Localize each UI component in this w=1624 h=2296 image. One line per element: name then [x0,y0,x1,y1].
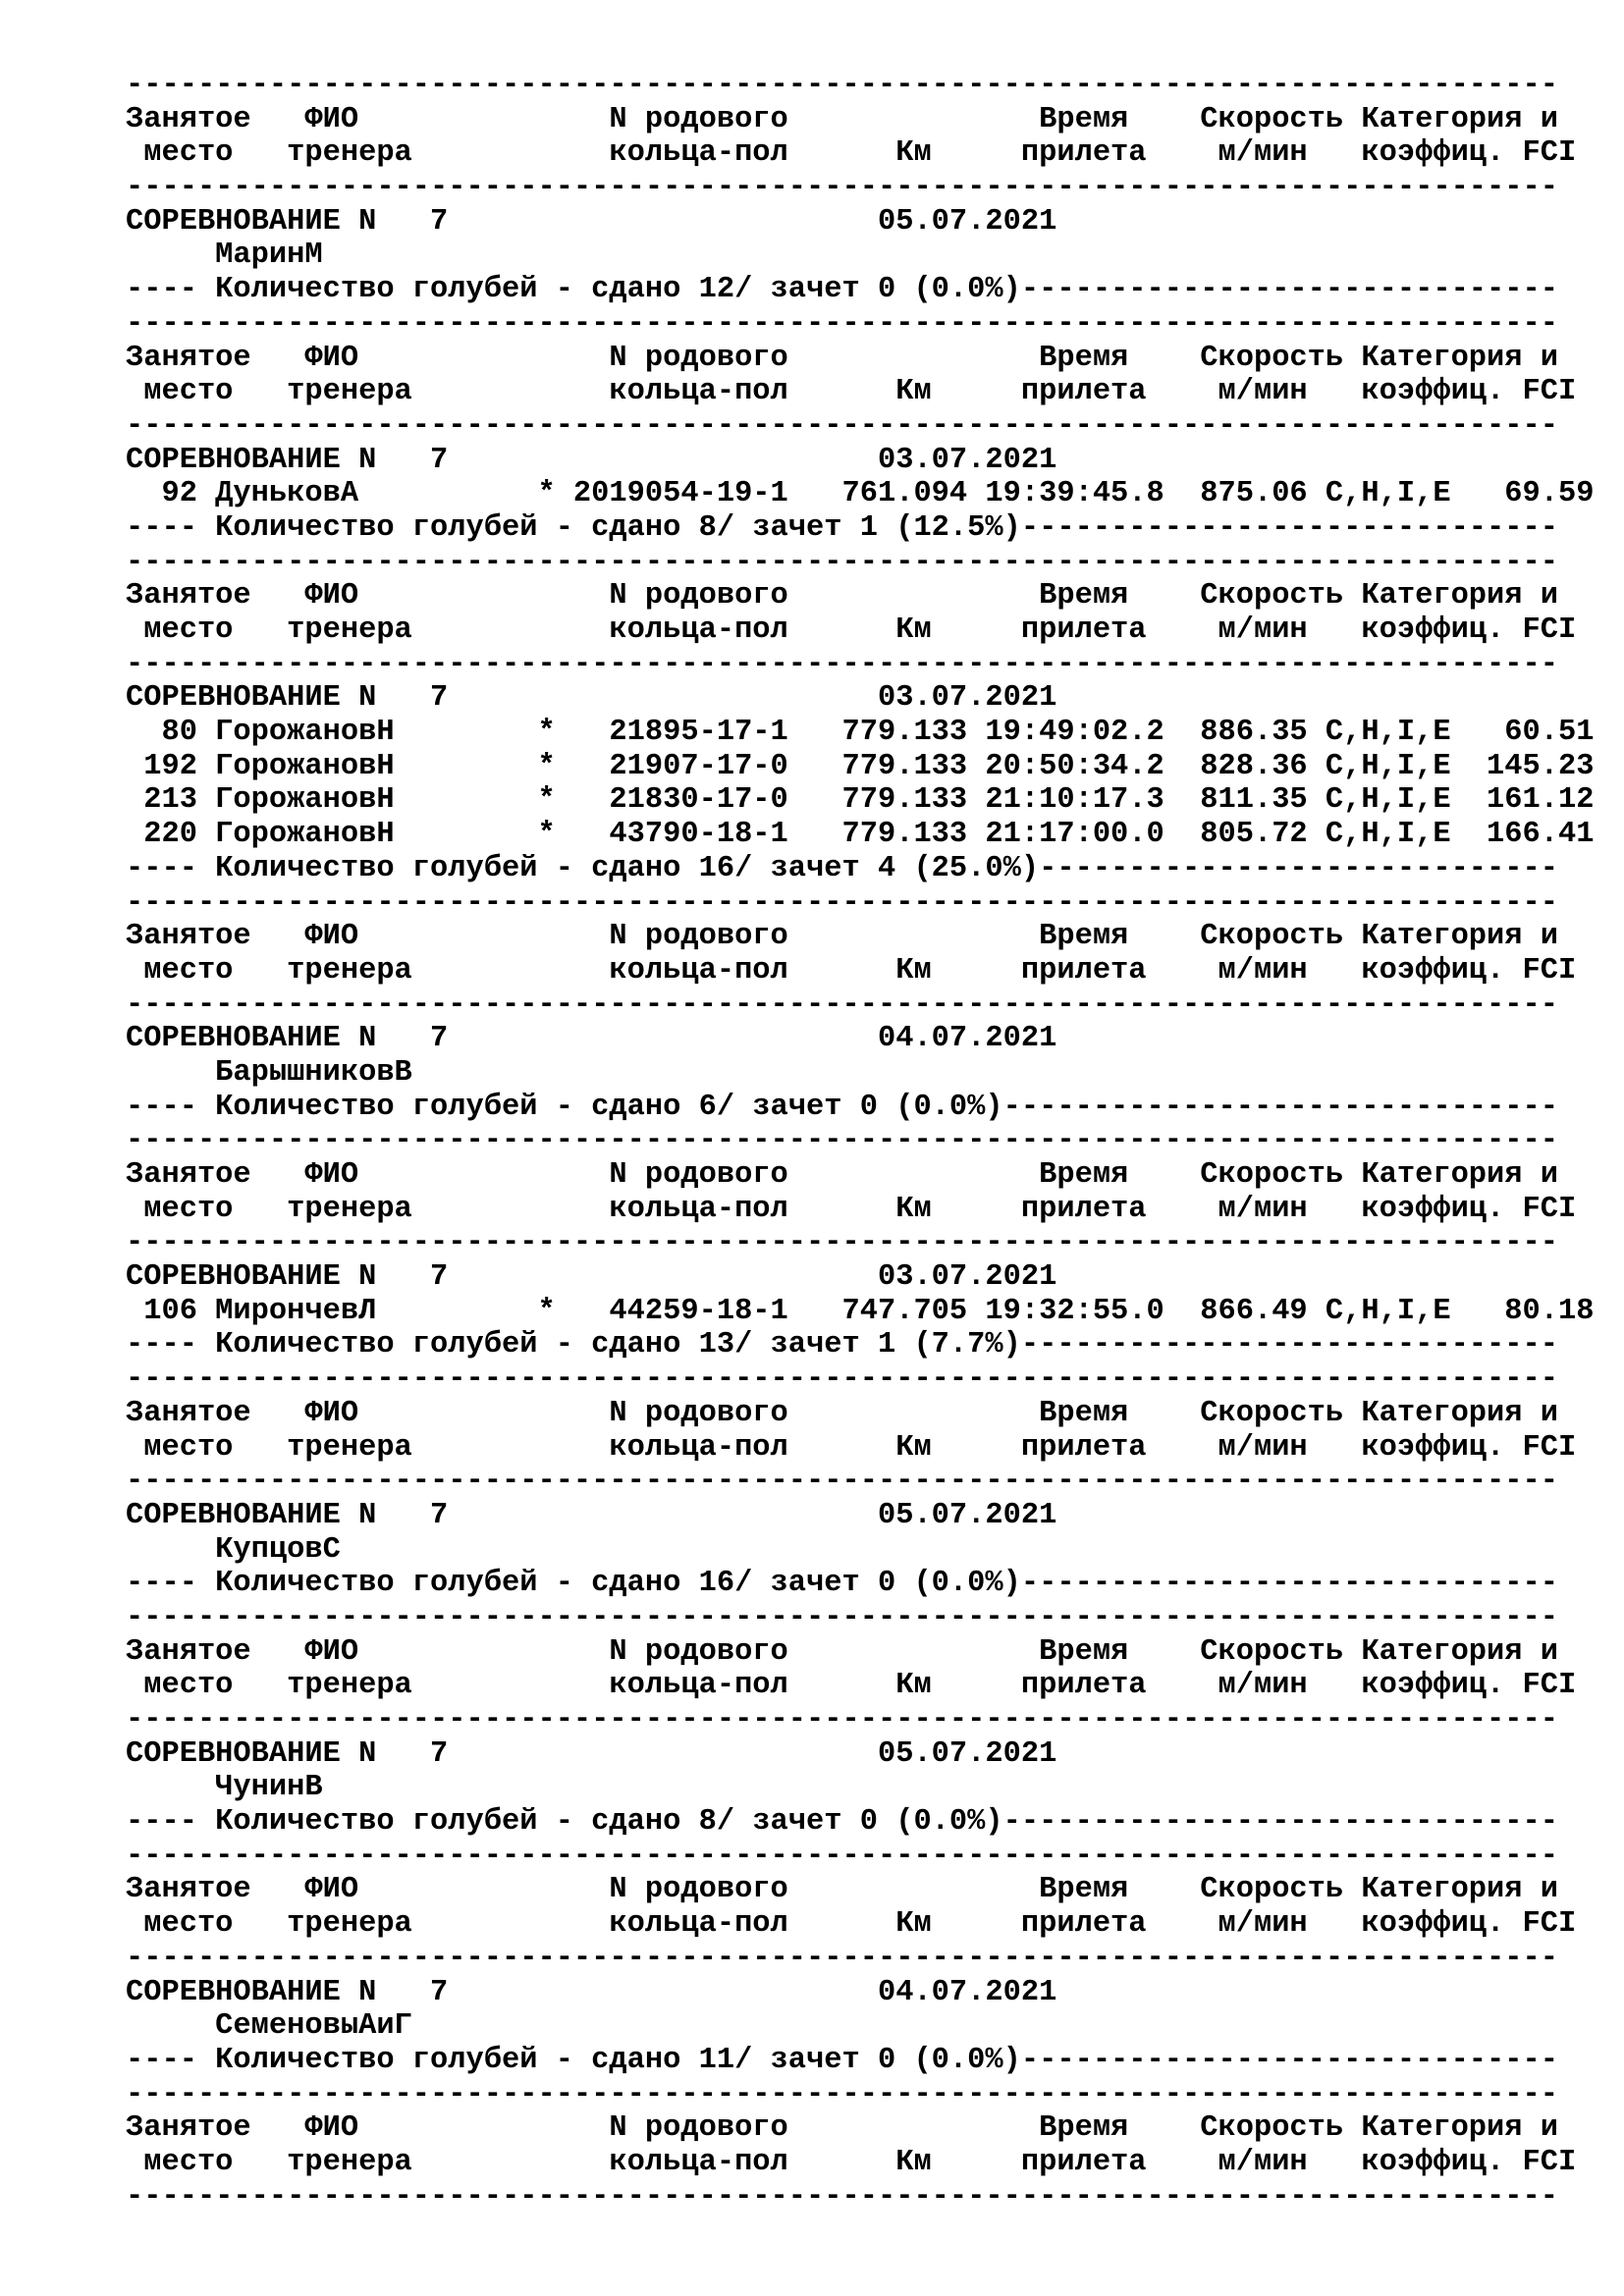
column-header-line: Занятое ФИО N родового Время Скорость Категория и [126,2111,1558,2146]
pigeon-count-summary: ---- Количество голубей - сдано 13/ зачет 1 (7.7%)------------------------------ [126,1328,1558,1362]
separator-line: -------------------------------------------------------------------------------- [126,306,1558,341]
separator-line: -------------------------------------------------------------------------------- [126,1362,1558,1397]
separator-line: -------------------------------------------------------------------------------- [126,171,1558,205]
fancier-name: МаринМ [126,239,323,273]
fancier-name: СеменовыАиГ [126,2009,412,2044]
column-header-line: Занятое ФИО N родового Время Скорость Категория и [126,579,1558,614]
column-header-line: Занятое ФИО N родового Время Скорость Категория и [126,1873,1558,1907]
pigeon-count-summary: ---- Количество голубей - сдано 16/ зачет 0 (0.0%)------------------------------ [126,1567,1558,1601]
separator-line: -------------------------------------------------------------------------------- [126,408,1558,443]
pigeon-count-summary: ---- Количество голубей - сдано 11/ зачет 0 (0.0%)------------------------------ [126,2043,1558,2077]
separator-line: -------------------------------------------------------------------------------- [126,1941,1558,1975]
separator-line: -------------------------------------------------------------------------------- [126,647,1558,681]
column-header-subline: место тренера кольца-пол Км прилета м/мин коэффиц. FCI [126,2145,1577,2179]
competition-header: СОРЕВНОВАНИЕ N 7 05.07.2021 [126,1498,1057,1532]
pigeon-count-summary: ---- Количество голубей - сдано 8/ зачет 0 (0.0%)------------------------------- [126,1805,1558,1840]
column-header-line: Занятое ФИО N родового Время Скорость Категория и [126,920,1558,954]
separator-line: -------------------------------------------------------------------------------- [126,69,1558,102]
pigeon-count-summary: ---- Количество голубей - сдано 16/ зачет 4 (25.0%)----------------------------- [126,851,1558,885]
competition-header: СОРЕВНОВАНИЕ N 7 04.07.2021 [126,1022,1057,1056]
competition-header: СОРЕВНОВАНИЕ N 7 03.07.2021 [126,443,1057,477]
separator-line: -------------------------------------------------------------------------------- [126,545,1558,579]
competition-header: СОРЕВНОВАНИЕ N 7 05.07.2021 [126,204,1057,239]
separator-line: -------------------------------------------------------------------------------- [126,1839,1558,1873]
result-row: 80 ГорожановН * 21895-17-1 779.133 19:49:02.2 886.35 C,H,I,E 60.51 [126,716,1595,750]
competition-header: СОРЕВНОВАНИЕ N 7 03.07.2021 [126,1260,1057,1295]
column-header-subline: место тренера кольца-пол Км прилета м/мин коэффиц. FCI [126,1430,1577,1465]
results-printout [126,69,1598,2214]
fancier-name: ЧунинВ [126,1771,323,1805]
column-header-line: Занятое ФИО N родового Время Скорость Категория и [126,102,1558,136]
fancier-name: БарышниковВ [126,1055,412,1090]
column-header-line: Занятое ФИО N родового Время Скорость Категория и [126,341,1558,375]
separator-line: -------------------------------------------------------------------------------- [126,1703,1558,1736]
separator-line: -------------------------------------------------------------------------------- [126,1124,1558,1158]
separator-line: -------------------------------------------------------------------------------- [126,1465,1558,1499]
column-header-line: Занятое ФИО N родового Время Скорость Категория и [126,1158,1558,1192]
column-header-subline: место тренера кольца-пол Км прилета м/мин коэффиц. FCI [126,1192,1577,1226]
column-header-subline: место тренера кольца-пол Км прилета м/мин коэффиц. FCI [126,614,1577,647]
column-header-line: Занятое ФИО N родового Время Скорость Категория и [126,1634,1558,1669]
separator-line: -------------------------------------------------------------------------------- [126,1226,1558,1260]
result-row: 220 ГорожановН * 43790-18-1 779.133 21:17:00.0 805.72 C,H,I,E 166.41 [126,818,1595,852]
separator-line: -------------------------------------------------------------------------------- [126,885,1558,920]
result-row: 213 ГорожановН * 21830-17-0 779.133 21:10:17.3 811.35 C,H,I,E 161.12 [126,783,1595,818]
column-header-subline: место тренера кольца-пол Км прилета м/мин коэффиц. FCI [126,375,1577,409]
result-row: 92 ДуньковА * 2019054-19-1 761.094 19:39:45.8 875.06 C,H,I,E 69.59 [126,477,1595,511]
result-row: 106 МирончевЛ * 44259-18-1 747.705 19:32:55.0 866.49 C,H,I,E 80.18 [126,1294,1595,1328]
pigeon-count-summary: ---- Количество голубей - сдано 8/ зачет 1 (12.5%)------------------------------ [126,510,1558,545]
column-header-subline: место тренера кольца-пол Км прилета м/мин коэффиц. FCI [126,136,1577,171]
separator-line: -------------------------------------------------------------------------------- [126,988,1558,1022]
column-header-subline: место тренера кольца-пол Км прилета м/мин коэффиц. FCI [126,1907,1577,1942]
result-row: 192 ГорожановН * 21907-17-0 779.133 20:50:34.2 828.36 C,H,I,E 145.23 [126,749,1595,783]
competition-header: СОРЕВНОВАНИЕ N 7 05.07.2021 [126,1736,1057,1771]
pigeon-count-summary: ---- Количество голубей - сдано 6/ зачет 0 (0.0%)------------------------------- [126,1090,1558,1124]
competition-header: СОРЕВНОВАНИЕ N 7 04.07.2021 [126,1975,1057,2009]
column-header-line: Занятое ФИО N родового Время Скорость Категория и [126,1396,1558,1430]
separator-line: -------------------------------------------------------------------------------- [126,1600,1558,1634]
pigeon-count-summary: ---- Количество голубей - сдано 12/ зачет 0 (0.0%)------------------------------ [126,273,1558,307]
separator-line: -------------------------------------------------------------------------------- [126,2179,1558,2214]
separator-line: -------------------------------------------------------------------------------- [126,2077,1558,2111]
fancier-name: КупцовС [126,1532,341,1567]
competition-header: СОРЕВНОВАНИЕ N 7 03.07.2021 [126,681,1057,716]
column-header-subline: место тренера кольца-пол Км прилета м/мин коэффиц. FCI [126,1669,1577,1703]
column-header-subline: место тренера кольца-пол Км прилета м/мин коэффиц. FCI [126,953,1577,988]
